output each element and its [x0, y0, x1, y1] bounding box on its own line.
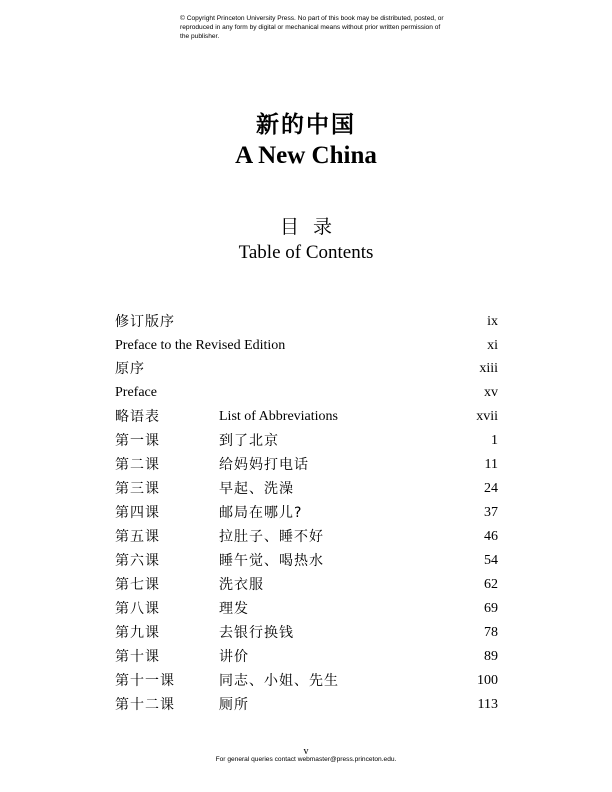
toc-entry[interactable]	[113, 695, 498, 715]
toc-entry[interactable]	[113, 671, 498, 691]
toc-entry-title: 去银行换钱	[219, 625, 294, 641]
toc-entry-label: 修订版序	[115, 314, 175, 330]
toc-entry-page: 11	[484, 457, 498, 472]
toc-entry[interactable]	[113, 359, 498, 379]
toc-entry[interactable]	[113, 336, 498, 356]
toc-entry-page: 54	[484, 553, 498, 568]
toc-entry-label: 第九课	[115, 625, 160, 641]
toc-entry-label: 第十二课	[115, 697, 175, 713]
toc-entry-page: 113	[477, 697, 498, 712]
toc-entry-title: 厕所	[219, 697, 249, 713]
toc-entry-title: 给妈妈打电话	[219, 457, 309, 473]
toc-entry-title: 理发	[219, 601, 249, 617]
toc-entry-page: 100	[477, 673, 498, 688]
toc-entry-label: 第七课	[115, 577, 160, 593]
toc-entry[interactable]	[113, 647, 498, 667]
toc-entry[interactable]	[113, 312, 498, 332]
toc-entry-label: 第一课	[115, 433, 160, 449]
toc-heading-chinese: 目录	[279, 216, 346, 238]
toc-entry-title: 睡午觉、喝热水	[219, 553, 324, 569]
toc-entry-page: xiii	[479, 361, 498, 376]
toc-entry-label: Preface	[115, 385, 157, 400]
toc-entry-title: List of Abbreviations	[219, 409, 338, 424]
toc-entry-title: 讲价	[219, 649, 249, 665]
toc-heading-english: Table of Contents	[238, 242, 374, 263]
toc-entry-label: 第三课	[115, 481, 160, 497]
toc-entry-page: 69	[484, 601, 498, 616]
toc-entry-title: 同志、小姐、先生	[219, 673, 339, 689]
toc-entry[interactable]	[113, 455, 498, 475]
toc-entry-page: xvii	[476, 409, 498, 424]
toc-entry-page: 78	[484, 625, 498, 640]
toc-entry-label: 第二课	[115, 457, 160, 473]
toc-entry-label: 第十课	[115, 649, 160, 665]
toc-entry[interactable]	[113, 623, 498, 643]
toc-entry[interactable]	[113, 431, 498, 451]
toc-entry[interactable]	[113, 479, 498, 499]
toc-entry-page: 62	[484, 577, 498, 592]
toc-entry[interactable]	[113, 407, 498, 427]
toc-entry-page: 46	[484, 529, 498, 544]
toc-entry-label: 原序	[115, 361, 145, 377]
toc-entry-title: 洗衣服	[219, 577, 264, 593]
toc-entry-label: 第八课	[115, 601, 160, 617]
toc-entry[interactable]	[113, 599, 498, 619]
toc-entry-label: 第五课	[115, 529, 160, 545]
toc-entry[interactable]	[113, 551, 498, 571]
toc-entry-page: xv	[484, 385, 498, 400]
toc-entry-title: 邮局在哪儿?	[219, 505, 303, 521]
toc-entry-label: 第四课	[115, 505, 160, 521]
toc-entry[interactable]	[113, 383, 498, 403]
toc-entry[interactable]	[113, 503, 498, 523]
toc-entry-label: 第六课	[115, 553, 160, 569]
toc-entry-label: 略语表	[115, 409, 160, 425]
toc-entry[interactable]	[113, 527, 498, 547]
page-number: v	[303, 746, 309, 757]
toc-entry-page: 24	[484, 481, 498, 496]
toc-entry-page: 89	[484, 649, 498, 664]
copyright-notice: © Copyright Princeton University Press. No part of this book may be distributed, posted, or reproduced in any form by digital or mechanical means without prior written permission of the publisher.	[180, 15, 444, 40]
toc-entry-title: 早起、洗澡	[219, 481, 294, 497]
toc-entry-title: 到了北京	[219, 433, 279, 449]
footer-contact: For general queries contact webmaster@press.princeton.edu.	[215, 756, 397, 763]
book-title-english: A New China	[235, 142, 377, 169]
toc-entry-page: ix	[487, 314, 498, 329]
toc-entry-page: 1	[491, 433, 498, 448]
toc-entry-page: xi	[487, 338, 498, 353]
toc-entry-title: 拉肚子、睡不好	[219, 529, 324, 545]
toc-entry-page: 37	[484, 505, 498, 520]
toc-entry-label: Preface to the Revised Edition	[115, 338, 286, 353]
toc-entry[interactable]	[113, 575, 498, 595]
toc-entry-label: 第十一课	[115, 673, 175, 689]
book-title-chinese: 新的中国	[256, 112, 356, 138]
